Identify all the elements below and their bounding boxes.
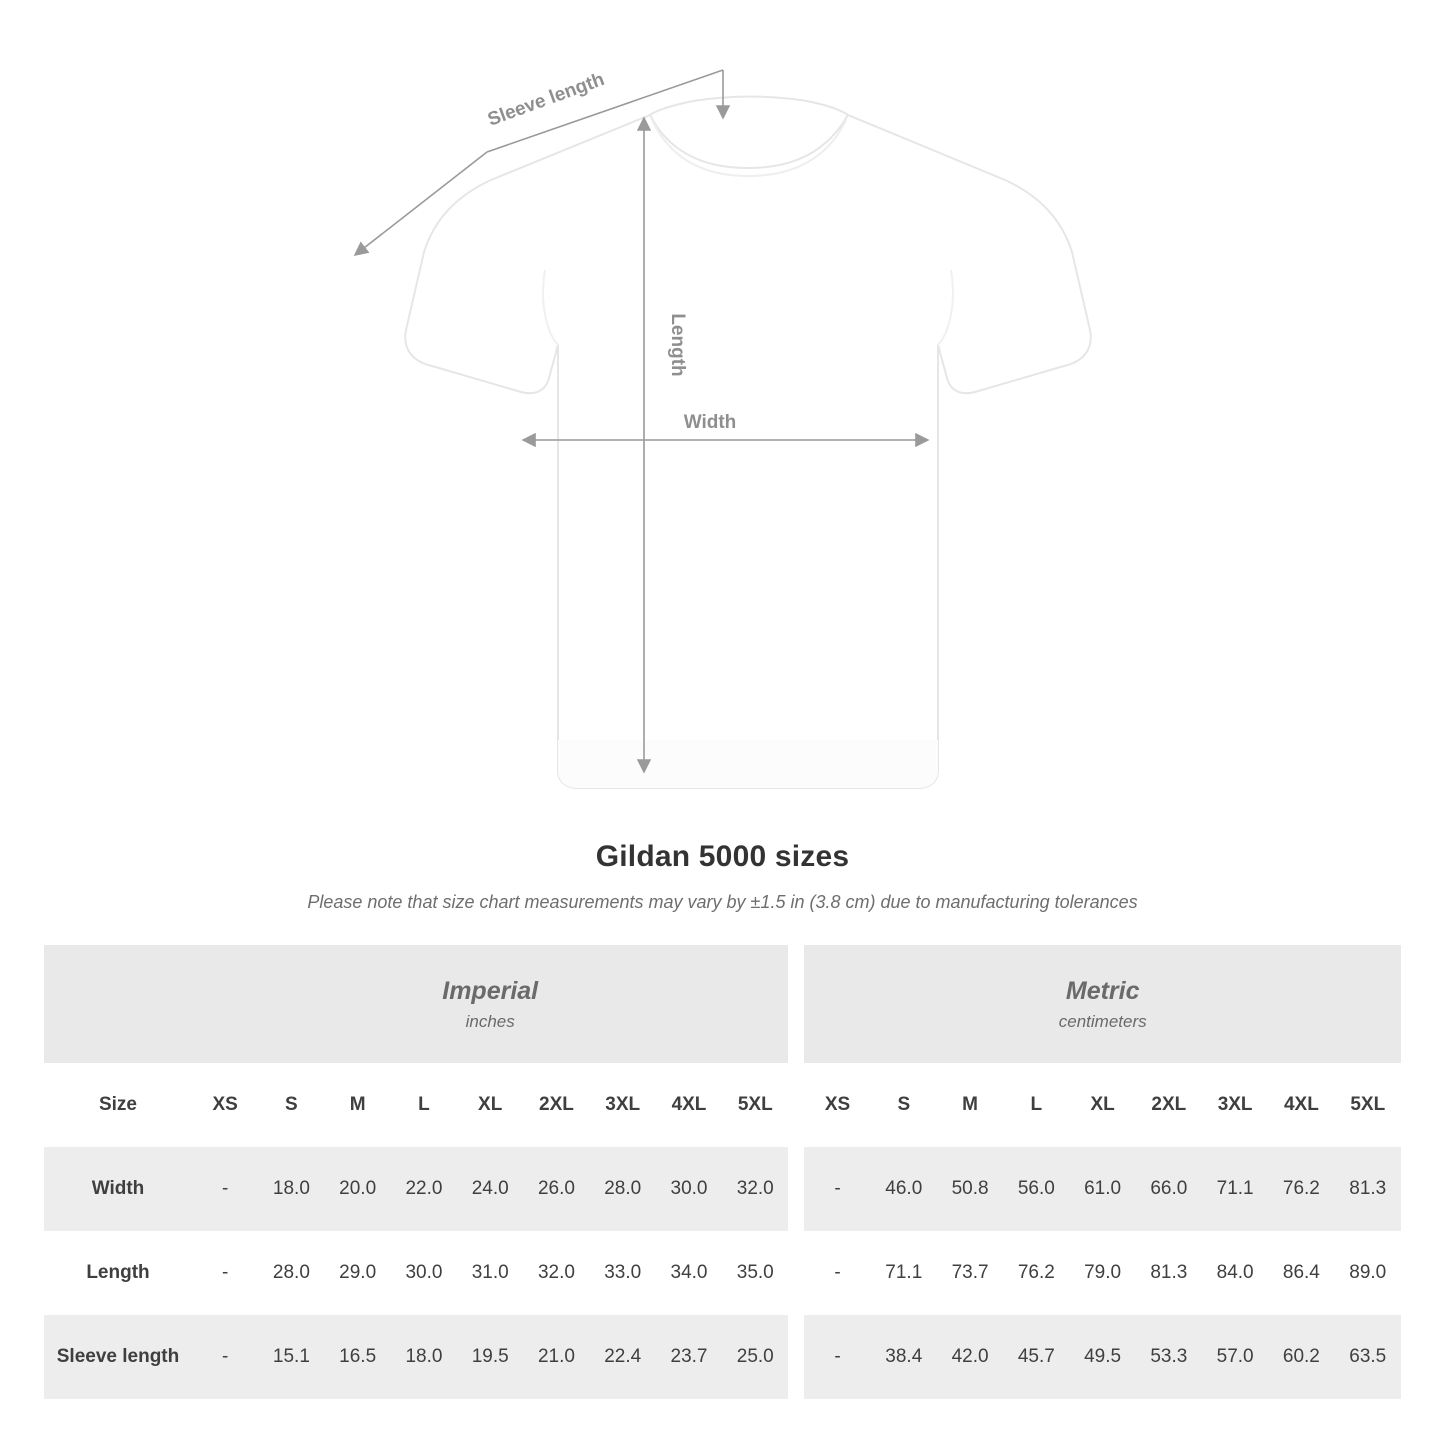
table-row: [44, 1231, 1401, 1315]
size-header-metric-6: 3XL: [1202, 1063, 1268, 1147]
size-header-metric-0: XS: [804, 1063, 870, 1147]
size-header-imperial-3: L: [391, 1063, 457, 1147]
unit-imperial-sub: inches: [465, 1011, 515, 1031]
size-header-imperial-6: 3XL: [590, 1063, 656, 1147]
cell-width-metric-6: 71.1: [1202, 1147, 1268, 1231]
cell-width-imperial-0: -: [192, 1147, 258, 1231]
size-table-wrap: [44, 945, 1401, 1399]
cell-sleeve-imperial-3: 18.0: [391, 1315, 457, 1399]
chart-subtitle: Please note that size chart measurements may vary by ±1.5 in (3.8 cm) due to manufacturing tolerances: [307, 892, 1138, 912]
cell-width-metric-4: 61.0: [1069, 1147, 1135, 1231]
row-label-length: Length: [44, 1231, 192, 1315]
row-gap-sleeve: [788, 1315, 804, 1399]
cell-sleeve-metric-0: -: [804, 1315, 870, 1399]
cell-width-metric-8: 81.3: [1335, 1147, 1401, 1231]
size-header-metric-2: M: [937, 1063, 1003, 1147]
size-table: [44, 945, 1401, 1399]
unit-imperial-cell: [192, 945, 788, 1063]
size-header-imperial-8: 5XL: [722, 1063, 788, 1147]
table-row: [44, 1315, 1401, 1399]
cell-length-imperial-8: 35.0: [722, 1231, 788, 1315]
cell-length-imperial-0: -: [192, 1231, 258, 1315]
cell-length-imperial-6: 33.0: [590, 1231, 656, 1315]
cell-length-metric-4: 79.0: [1069, 1231, 1135, 1315]
cell-sleeve-imperial-8: 25.0: [722, 1315, 788, 1399]
size-header-imperial-7: 4XL: [656, 1063, 722, 1147]
size-header-metric-5: 2XL: [1136, 1063, 1202, 1147]
cell-length-imperial-1: 28.0: [258, 1231, 324, 1315]
size-header-imperial-1: S: [258, 1063, 324, 1147]
length-label: Length: [667, 313, 688, 377]
unit-imperial-name: Imperial: [442, 977, 539, 1006]
cell-length-metric-6: 84.0: [1202, 1231, 1268, 1315]
cell-width-imperial-6: 28.0: [590, 1147, 656, 1231]
row-label-width: Width: [44, 1147, 192, 1231]
size-header-metric-3: L: [1003, 1063, 1069, 1147]
cell-width-imperial-3: 22.0: [391, 1147, 457, 1231]
chart-title: Gildan 5000 sizes: [595, 840, 850, 873]
cell-length-imperial-4: 31.0: [457, 1231, 523, 1315]
row-gap-width: [788, 1147, 804, 1231]
cell-sleeve-metric-1: 38.4: [871, 1315, 937, 1399]
cell-length-metric-1: 71.1: [871, 1231, 937, 1315]
cell-width-imperial-1: 18.0: [258, 1147, 324, 1231]
cell-sleeve-metric-7: 60.2: [1268, 1315, 1334, 1399]
cell-width-metric-5: 66.0: [1136, 1147, 1202, 1231]
unit-metric-cell: [804, 945, 1401, 1063]
size-header-label: Size: [44, 1063, 192, 1147]
cell-length-imperial-7: 34.0: [656, 1231, 722, 1315]
title-block: [0, 840, 1445, 913]
cell-length-metric-8: 89.0: [1335, 1231, 1401, 1315]
cell-sleeve-imperial-4: 19.5: [457, 1315, 523, 1399]
size-header-imperial-4: XL: [457, 1063, 523, 1147]
cell-sleeve-metric-3: 45.7: [1003, 1315, 1069, 1399]
cell-length-metric-2: 73.7: [937, 1231, 1003, 1315]
row-label-sleeve-length: Sleeve length: [44, 1315, 192, 1399]
cell-width-metric-3: 56.0: [1003, 1147, 1069, 1231]
cell-width-imperial-8: 32.0: [722, 1147, 788, 1231]
cell-width-imperial-7: 30.0: [656, 1147, 722, 1231]
sleeve-length-label: Sleeve length: [484, 69, 608, 131]
units-header-spacer: [44, 945, 192, 1063]
cell-sleeve-imperial-7: 23.7: [656, 1315, 722, 1399]
cell-sleeve-metric-8: 63.5: [1335, 1315, 1401, 1399]
tshirt-shape: [405, 97, 1091, 789]
cell-sleeve-imperial-6: 22.4: [590, 1315, 656, 1399]
cell-sleeve-metric-5: 53.3: [1136, 1315, 1202, 1399]
size-header-imperial-2: M: [325, 1063, 391, 1147]
cell-length-imperial-3: 30.0: [391, 1231, 457, 1315]
size-header-gap: [788, 1063, 804, 1147]
cell-width-metric-2: 50.8: [937, 1147, 1003, 1231]
cell-length-metric-7: 86.4: [1268, 1231, 1334, 1315]
cell-width-imperial-4: 24.0: [457, 1147, 523, 1231]
row-gap-length: [788, 1231, 804, 1315]
cell-width-metric-0: -: [804, 1147, 870, 1231]
units-gap: [788, 945, 804, 1063]
cell-length-imperial-5: 32.0: [523, 1231, 589, 1315]
size-header-metric-4: XL: [1069, 1063, 1135, 1147]
cell-sleeve-imperial-1: 15.1: [258, 1315, 324, 1399]
size-header-metric-1: S: [871, 1063, 937, 1147]
size-header-imperial-0: XS: [192, 1063, 258, 1147]
unit-metric-name: Metric: [1065, 977, 1140, 1006]
cell-sleeve-imperial-5: 21.0: [523, 1315, 589, 1399]
size-header-metric-8: 5XL: [1335, 1063, 1401, 1147]
cell-sleeve-metric-2: 42.0: [937, 1315, 1003, 1399]
table-row: [44, 1147, 1401, 1231]
cell-sleeve-imperial-0: -: [192, 1315, 258, 1399]
unit-metric-sub: centimeters: [1058, 1011, 1147, 1031]
cell-sleeve-metric-4: 49.5: [1069, 1315, 1135, 1399]
cell-width-imperial-5: 26.0: [523, 1147, 589, 1231]
cell-width-imperial-2: 20.0: [325, 1147, 391, 1231]
cell-length-metric-0: -: [804, 1231, 870, 1315]
cell-length-metric-3: 76.2: [1003, 1231, 1069, 1315]
cell-sleeve-metric-6: 57.0: [1202, 1315, 1268, 1399]
cell-sleeve-imperial-2: 16.5: [325, 1315, 391, 1399]
cell-length-metric-5: 81.3: [1136, 1231, 1202, 1315]
cell-length-imperial-2: 29.0: [325, 1231, 391, 1315]
size-header-row: [44, 1063, 1401, 1147]
width-label: Width: [683, 412, 737, 433]
units-header-row: [44, 945, 1401, 1063]
cell-width-metric-1: 46.0: [871, 1147, 937, 1231]
size-header-metric-7: 4XL: [1268, 1063, 1334, 1147]
size-header-imperial-5: 2XL: [523, 1063, 589, 1147]
cell-width-metric-7: 76.2: [1268, 1147, 1334, 1231]
